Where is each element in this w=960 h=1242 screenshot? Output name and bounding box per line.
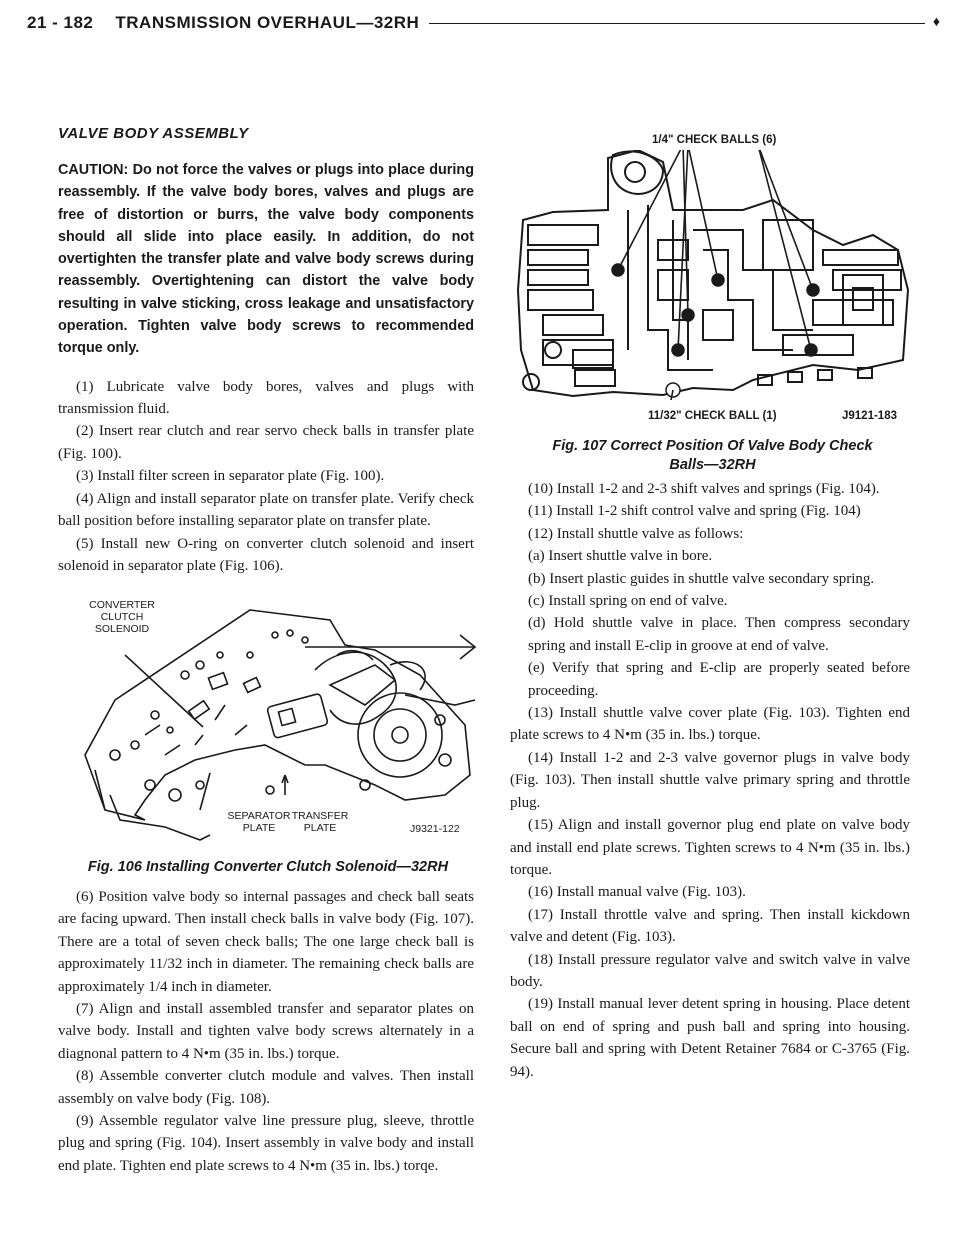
step-paragraph: (16) Install manual valve (Fig. 103). — [528, 884, 746, 901]
step-paragraph: (8) Assemble converter clutch module and valves. Then install assembly on valve body (Fig. 108). — [58, 1068, 474, 1107]
caution-note: CAUTION: Do not force the valves or plugs into place during reassembly. If the valve body bores, valves and plugs are free of distortion or burrs, the valve body components should all slide into place easily. In addition, do not overtighten the transfer plate and valve body screws during reassembly. Overtightening can distort the valve body resulting in valve sticking, cross leakage and unsatisfactory operation. Tighten valve body screws to recommended torque only. — [58, 162, 474, 357]
chapter-title: TRANSMISSION OVERHAUL—32RH — [115, 13, 420, 32]
step-paragraph: (10) Install 1-2 and 2-3 shift valves and springs (Fig. 104). — [528, 481, 880, 497]
steps-list-right — [510, 478, 910, 1083]
left-column — [58, 125, 474, 577]
figure-106-caption: Fig. 106 Installing Converter Clutch Solenoid—32RH — [87, 859, 449, 875]
step-paragraph: (e) Verify that spring and E-clip are properly seated before proceeding. — [528, 660, 910, 699]
section-title: VALVE BODY ASSEMBLY — [58, 125, 249, 142]
caption-line: Fig. 107 Correct Position Of Valve Body Check — [552, 438, 873, 454]
header-rule — [429, 23, 925, 24]
step-paragraph: (a) Insert shuttle valve in bore. — [528, 548, 713, 565]
step-paragraph: (1) Lubricate valve body bores, valves and plugs with transmission fluid. — [58, 378, 474, 418]
label-line: SOLENOID — [94, 623, 150, 635]
label-line: TRANSFER — [291, 810, 349, 822]
figure-106 — [75, 595, 485, 845]
right-column — [510, 478, 910, 1083]
label-line: CONVERTER — [89, 599, 155, 611]
step-paragraph: (19) Install manual lever detent spring in housing. Place detent ball on end of spring and push ball and spring into housing. Secure ball and spring with Detent Retainer 7684 or C-3765 (Fig. 94). — [510, 996, 910, 1080]
label-line: CLUTCH — [100, 611, 144, 623]
step-paragraph: (b) Insert plastic guides in shuttle valve secondary spring. — [528, 570, 875, 587]
figure-code: J9121-183 — [842, 410, 897, 422]
step-paragraph: (13) Install shuttle valve cover plate (Fig. 103). Tighten end plate screws to 4 N•m (35 in. lbs.) torque. — [510, 705, 910, 744]
step-paragraph: (12) Install shuttle valve as follows: — [528, 525, 744, 542]
label-line: PLATE — [242, 822, 276, 834]
step-paragraph: (18) Install pressure regulator valve and switch valve in valve body. — [510, 951, 910, 990]
figure-107 — [513, 150, 913, 400]
step-paragraph: (3) Install filter screen in separator plate (Fig. 100). — [76, 468, 385, 485]
label-check-balls-small: 1/4" CHECK BALLS (6) — [652, 134, 777, 146]
label-line: SEPARATOR — [227, 810, 291, 822]
step-paragraph: (15) Align and install governor plug end plate on valve body and install end plate screws. Tighten screws to 4 N•m (35 in. lbs.) torque. — [510, 817, 910, 878]
steps-list-b — [58, 886, 474, 1177]
figure-code: J9321-122 — [410, 823, 460, 835]
step-paragraph: (5) Install new O-ring on converter clutch solenoid and insert solenoid in separator plate (Fig. 106). — [58, 535, 474, 574]
steps-list-a — [58, 376, 474, 578]
label-converter-clutch-solenoid — [81, 599, 163, 635]
left-column-lower — [58, 886, 474, 1177]
step-paragraph: (14) Install 1-2 and 2-3 valve governor plugs in valve body (Fig. 103). Then install shuttle valve primary spring and throttle plug. — [510, 749, 910, 811]
diamond-icon: ♦ — [932, 15, 940, 30]
figure-107-caption — [510, 437, 915, 475]
step-paragraph: (17) Install throttle valve and spring. Then install kickdown valve and detent (Fig. 103). — [510, 906, 910, 946]
label-line: PLATE — [303, 822, 337, 834]
page-header — [27, 12, 940, 34]
step-paragraph: (11) Install 1-2 shift control valve and spring (Fig. 104) — [528, 503, 861, 520]
step-paragraph: (2) Insert rear clutch and rear servo check balls in transfer plate (Fig. 100). — [58, 423, 474, 462]
step-paragraph: (7) Align and install assembled transfer and separator plates on valve body. Install and tighten valve body screws alternately in a diagnonal pattern to 4 N•m (35 in. lbs.) torque. — [58, 1001, 474, 1062]
step-paragraph: (6) Position valve body so internal passages and check ball seats are facing upward. Then install check balls in valve body (Fig. 107). There are a total of seven check balls; The one large check ball is approximately 11/32 inch in diameter. The remaining check balls are approximately 1/4 inch in diameter. — [58, 889, 474, 995]
label-check-ball-large: 11/32" CHECK BALL (1) — [648, 410, 777, 422]
label-transfer-plate — [285, 810, 355, 834]
step-paragraph: (4) Align and install separator plate on transfer plate. Verify check ball position before installing separator plate on transfer plate. — [58, 490, 474, 530]
page-number: 21 - 182 — [27, 13, 94, 32]
step-paragraph: (9) Assemble regulator valve line pressure plug, sleeve, throttle plug and spring (Fig. 104). Insert assembly in valve body and install end plate. Tighten end plate screws to 4 N•m (35 in. lbs.) torqe. — [58, 1113, 474, 1174]
step-paragraph: (c) Install spring on end of valve. — [528, 593, 728, 610]
caption-line: Balls—32RH — [669, 457, 756, 473]
valve-body-illustration — [513, 150, 913, 400]
step-paragraph: (d) Hold shuttle valve in place. Then compress secondary spring and install E-clip in groove at end of valve. — [528, 615, 910, 654]
